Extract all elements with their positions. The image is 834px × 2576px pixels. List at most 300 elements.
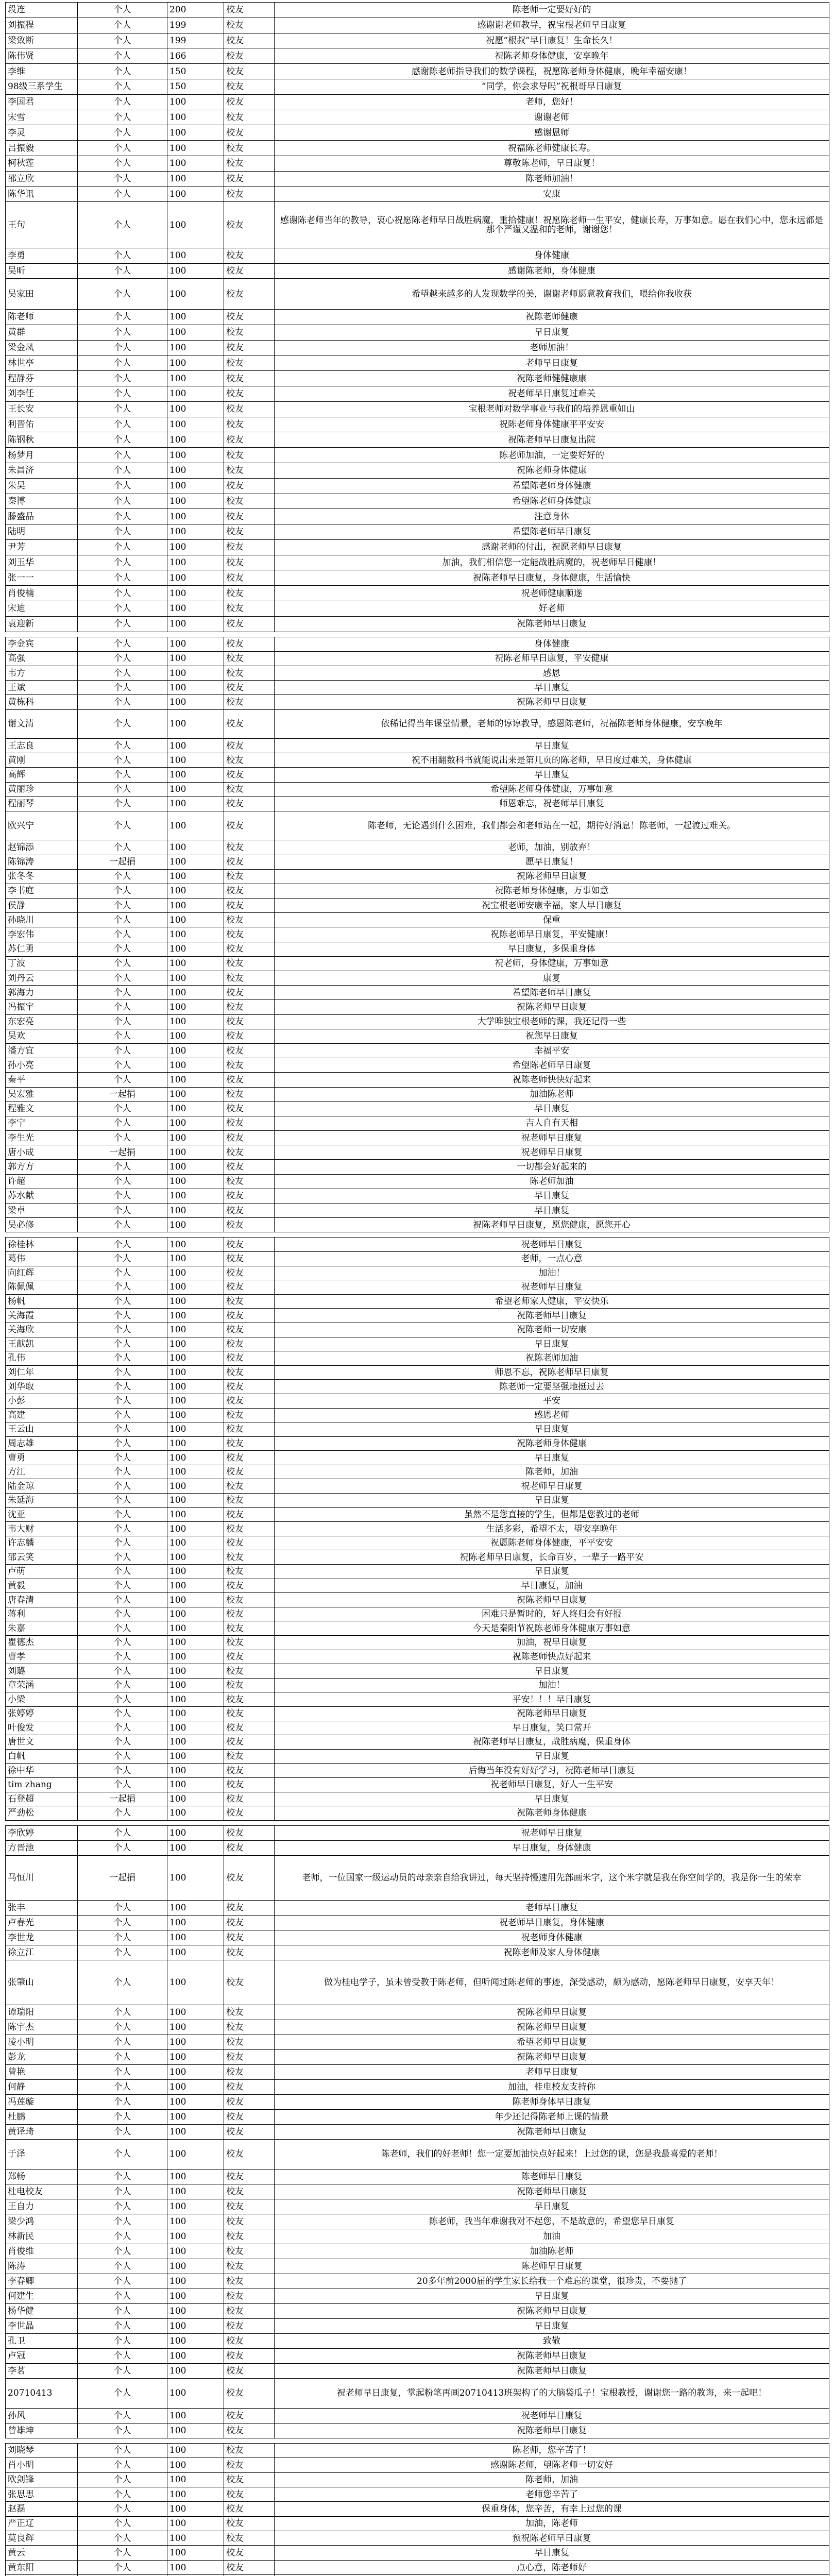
donor-row	[6, 1678, 829, 1692]
donor-row	[6, 1692, 829, 1707]
donor-relation: 校友	[224, 1806, 275, 1821]
donor-name: 黄刚	[6, 753, 78, 768]
donor-row	[6, 2502, 829, 2516]
donor-name: 冯莲璇	[6, 2094, 78, 2109]
donor-message: 祝陈老师加油	[275, 1351, 829, 1366]
donor-type: 个人	[78, 2546, 167, 2560]
donor-relation: 校友	[224, 2049, 275, 2064]
donor-relation: 校友	[224, 478, 275, 494]
donor-relation: 校友	[224, 187, 275, 202]
donor-relation: 校友	[224, 1204, 275, 1218]
donor-message: 老师早日康复	[275, 2064, 829, 2079]
donor-amount: 100	[167, 956, 224, 971]
donor-amount: 100	[167, 1116, 224, 1130]
donor-name: 杨梦月	[6, 448, 78, 463]
donor-amount: 100	[167, 2139, 224, 2169]
donor-message: 祝陈老师身体健康	[275, 1806, 829, 1821]
donor-name: 肖俊维	[6, 2244, 78, 2259]
donor-amount: 150	[167, 64, 224, 79]
donor-row	[6, 555, 829, 570]
donor-name: 石登超	[6, 1792, 78, 1806]
donor-message: 好老师	[275, 601, 829, 617]
donor-relation: 校友	[224, 1280, 275, 1295]
donor-row	[6, 3, 829, 18]
donor-row	[6, 1607, 829, 1621]
donor-relation: 校友	[224, 709, 275, 738]
donor-message: 老师，您好！	[275, 94, 829, 110]
donor-relation: 校友	[224, 927, 275, 942]
donor-row	[6, 942, 829, 956]
donor-relation: 校友	[224, 1764, 275, 1778]
donor-type: 个人	[78, 1238, 167, 1252]
donor-row	[6, 1579, 829, 1593]
donor-name: 李书庭	[6, 884, 78, 898]
donor-row	[6, 884, 829, 898]
donor-row	[6, 125, 829, 141]
donor-amount: 100	[167, 1806, 224, 1821]
donor-amount: 100	[167, 1706, 224, 1721]
donor-type: 个人	[78, 1840, 167, 1855]
donor-name: 曾雄坤	[6, 2423, 78, 2438]
donor-type: 个人	[78, 2289, 167, 2303]
donor-type: 个人	[78, 386, 167, 401]
donor-amount: 100	[167, 2516, 224, 2531]
donor-relation: 校友	[224, 171, 275, 187]
donor-name: 黄丽珍	[6, 782, 78, 796]
donor-relation: 校友	[224, 2169, 275, 2184]
donor-relation: 校友	[224, 1636, 275, 1650]
donor-message: 身体健康	[275, 248, 829, 263]
donor-amount: 100	[167, 386, 224, 401]
donor-amount: 100	[167, 340, 224, 355]
donor-amount: 100	[167, 202, 224, 248]
donor-relation: 校友	[224, 417, 275, 432]
donor-type: 个人	[78, 1351, 167, 1366]
donor-row	[6, 2378, 829, 2408]
donor-type: 个人	[78, 1607, 167, 1621]
donor-type: 个人	[78, 1777, 167, 1792]
donor-name: 陈宇杰	[6, 2020, 78, 2035]
donor-message: 祝老师早日康复	[275, 1479, 829, 1494]
donor-amount: 100	[167, 2169, 224, 2184]
donor-row	[6, 2408, 829, 2423]
donor-row	[6, 187, 829, 202]
donor-amount: 100	[167, 141, 224, 156]
donor-message: 祝陈老师早日康复	[275, 1593, 829, 1607]
donor-amount: 100	[167, 855, 224, 869]
donor-name: 陈钢秋	[6, 432, 78, 448]
donor-name: 孙风	[6, 2408, 78, 2423]
donor-type: 个人	[78, 651, 167, 666]
donor-amount: 100	[167, 1522, 224, 1536]
donor-name: 周志雄	[6, 1436, 78, 1451]
donor-message: 早日康复	[275, 1337, 829, 1351]
donor-type: 个人	[78, 2472, 167, 2487]
donor-relation: 校友	[224, 869, 275, 884]
donor-message: 虽然不是您直接的学生，但都是您教过的老师	[275, 1507, 829, 1522]
donor-relation: 校友	[224, 1073, 275, 1087]
donor-type: 个人	[78, 64, 167, 79]
donor-row	[6, 1960, 829, 2005]
donor-amount: 100	[167, 494, 224, 509]
donor-type: 个人	[78, 1721, 167, 1735]
donor-amount: 100	[167, 1451, 224, 1465]
donor-relation: 校友	[224, 2502, 275, 2516]
donor-type: 个人	[78, 202, 167, 248]
donor-name: 郭方方	[6, 1160, 78, 1174]
donor-row	[6, 2244, 829, 2259]
donor-amount: 199	[167, 33, 224, 48]
donor-relation: 校友	[224, 2139, 275, 2169]
donor-relation: 校友	[224, 2318, 275, 2333]
donor-message: 早日康复	[275, 1494, 829, 1508]
donor-type: 个人	[78, 401, 167, 417]
donor-name: 肖小明	[6, 2458, 78, 2472]
donor-row	[6, 1565, 829, 1579]
donor-amount: 100	[167, 1777, 224, 1792]
donor-amount: 100	[167, 1550, 224, 1565]
donor-name: 张思思	[6, 2487, 78, 2501]
donor-amount: 100	[167, 2109, 224, 2124]
donor-row	[6, 2531, 829, 2546]
donor-name: 邵云笑	[6, 1550, 78, 1565]
donor-amount: 100	[167, 2333, 224, 2348]
donor-message: 加油，桂电校友支持你	[275, 2079, 829, 2094]
donor-name: 朱延海	[6, 1494, 78, 1508]
donor-amount: 100	[167, 782, 224, 796]
donor-name: 程丽琴	[6, 796, 78, 811]
donor-table-3	[5, 1237, 829, 1820]
donor-row	[6, 33, 829, 48]
donor-type: 个人	[78, 913, 167, 927]
donor-row	[6, 2139, 829, 2169]
donor-amount: 100	[167, 1749, 224, 1764]
donor-row	[6, 509, 829, 524]
donor-message: 做为桂电学子，虽未曾受教于陈老师，但听闻过陈老师的事迹，深受感动，颇为感动，愿陈老师早日康复，安享天年！	[275, 1960, 829, 2005]
donor-message: 幸福平安	[275, 1043, 829, 1058]
donor-type: 个人	[78, 2169, 167, 2184]
donor-amount: 100	[167, 2348, 224, 2363]
donor-row	[6, 1116, 829, 1130]
donor-message: 祝陈老师身体健康，安享晚年	[275, 48, 829, 64]
donor-name: 唐世文	[6, 1735, 78, 1750]
donor-message: 大学唯独宝根老师的课，我还记得一些	[275, 1014, 829, 1029]
donor-name: 王斌	[6, 681, 78, 695]
donor-row	[6, 2049, 829, 2064]
donor-message: 依稀记得当年课堂情景，老师的谆谆教导，感恩陈老师，祝福陈老师身体健康，安享晚年	[275, 709, 829, 738]
donor-type: 个人	[78, 2502, 167, 2516]
donor-row	[6, 1189, 829, 1203]
donor-type: 个人	[78, 1174, 167, 1189]
donor-name: 高建	[6, 1408, 78, 1422]
donor-name: 张丰	[6, 1900, 78, 1915]
donor-message: 祝陈老师快点好起来	[275, 1650, 829, 1664]
donor-message: 祝老师早日康复	[275, 1280, 829, 1295]
donor-relation: 校友	[224, 986, 275, 1000]
donor-row	[6, 1735, 829, 1750]
donor-row	[6, 1550, 829, 1565]
donor-message: 祝陈老师健康	[275, 309, 829, 325]
donor-name: 朱嘉	[6, 1621, 78, 1636]
donor-row	[6, 64, 829, 79]
donor-message: 祝老师早日康复	[275, 2408, 829, 2423]
donor-message: 祝愿“根叔”早日康复！生命长久！	[275, 33, 829, 48]
donor-amount: 100	[167, 539, 224, 555]
donor-amount: 100	[167, 695, 224, 709]
section-gap	[5, 1232, 829, 1237]
donor-name: 葛伟	[6, 1251, 78, 1266]
donor-type: 个人	[78, 2035, 167, 2049]
donor-amount: 100	[167, 1840, 224, 1855]
donor-amount: 100	[167, 942, 224, 956]
donor-row	[6, 2229, 829, 2244]
donor-name: 黄译琦	[6, 2124, 78, 2139]
donor-type: 个人	[78, 171, 167, 187]
donor-message: 祝不用翻数科书就能说出来是第几页的陈老师，早日度过难关，身体健康	[275, 753, 829, 768]
donor-amount: 100	[167, 2531, 224, 2546]
donor-type: 个人	[78, 1029, 167, 1043]
donor-message: 祝老师早日康复，好人一生平安	[275, 1777, 829, 1792]
donor-relation: 校友	[224, 1479, 275, 1494]
donor-relation: 校友	[224, 1678, 275, 1692]
donor-relation: 校友	[224, 2516, 275, 2531]
donor-message: 祝陈老师早日康复	[275, 2303, 829, 2318]
donor-message: 20多年前2000届的学生家长给我一个难忘的课堂，很珍贵，不要抛了	[275, 2274, 829, 2289]
donor-type: 个人	[78, 1536, 167, 1550]
donor-relation: 校友	[224, 2214, 275, 2229]
donor-message: 年少还记得陈老师上课的情景	[275, 2109, 829, 2124]
donor-amount: 100	[167, 1565, 224, 1579]
donor-message: 加油	[275, 2229, 829, 2244]
donor-relation: 校友	[224, 1451, 275, 1465]
donor-row	[6, 1451, 829, 1465]
donor-row	[6, 2259, 829, 2274]
donor-relation: 校友	[224, 1735, 275, 1750]
donor-name: 张一一	[6, 570, 78, 586]
donor-message: 早日康复，笑口常开	[275, 1721, 829, 1735]
donor-relation: 校友	[224, 1337, 275, 1351]
donor-row	[6, 156, 829, 171]
donor-amount: 100	[167, 2229, 224, 2244]
donor-type: 个人	[78, 340, 167, 355]
donor-type: 个人	[78, 1749, 167, 1764]
donor-message: 希望陈老师早日康复	[275, 1058, 829, 1073]
donor-type: 个人	[78, 1189, 167, 1203]
donor-name: 章荣涵	[6, 1678, 78, 1692]
donor-type: 个人	[78, 125, 167, 141]
donor-name: 许志麟	[6, 1536, 78, 1550]
donor-amount: 100	[167, 2560, 224, 2574]
donor-relation: 校友	[224, 1266, 275, 1280]
donor-amount: 100	[167, 1593, 224, 1607]
donor-amount: 100	[167, 401, 224, 417]
donor-amount: 100	[167, 2502, 224, 2516]
donor-amount: 100	[167, 1479, 224, 1494]
donor-amount: 100	[167, 1915, 224, 1930]
donor-name: 李灵	[6, 125, 78, 141]
donor-message: 加油！	[275, 1678, 829, 1692]
donor-relation: 校友	[224, 1607, 275, 1621]
donor-relation: 校友	[224, 48, 275, 64]
donor-row	[6, 263, 829, 279]
donor-message: 祝陈老师早日康复	[275, 2124, 829, 2139]
donor-type: 个人	[78, 942, 167, 956]
donor-row	[6, 2472, 829, 2487]
donor-message: 谢谢老师	[275, 110, 829, 125]
donor-message: 祝陈老师快快好起来	[275, 1073, 829, 1087]
donor-row	[6, 110, 829, 125]
donor-name: 侯静	[6, 899, 78, 913]
donor-amount: 100	[167, 1825, 224, 1840]
donor-message: 陈老师加油，一定要好好的	[275, 448, 829, 463]
donor-type: 个人	[78, 141, 167, 156]
donor-row	[6, 1266, 829, 1280]
donor-name: 杨帆	[6, 1294, 78, 1309]
donor-amount: 100	[167, 681, 224, 695]
donor-amount: 100	[167, 666, 224, 681]
donor-amount: 100	[167, 1145, 224, 1160]
donor-message: 早日康复	[275, 1749, 829, 1764]
donor-message: 后悔当年没有好好学习，祝陈老师早日康复	[275, 1764, 829, 1778]
donor-message: 祝陈老师健健康康	[275, 371, 829, 386]
donor-type: 个人	[78, 1764, 167, 1778]
donor-type: 个人	[78, 478, 167, 494]
donor-row	[6, 2333, 829, 2348]
donor-type: 个人	[78, 3, 167, 18]
donor-name: 宋迪	[6, 601, 78, 617]
donor-amount: 100	[167, 2318, 224, 2333]
donor-name: 关海霞	[6, 1309, 78, 1323]
donor-relation: 校友	[224, 1394, 275, 1408]
donor-relation: 校友	[224, 1855, 275, 1900]
donor-type: 个人	[78, 1900, 167, 1915]
donor-relation: 校友	[224, 1777, 275, 1792]
donor-message: 陈老师，加油	[275, 1465, 829, 1479]
donor-name: 欧兴宁	[6, 811, 78, 840]
donor-amount: 100	[167, 1900, 224, 1915]
donor-type: 个人	[78, 1280, 167, 1295]
donor-row	[6, 463, 829, 478]
donor-row	[6, 1593, 829, 1607]
donor-amount: 100	[167, 2443, 224, 2458]
donor-relation: 校友	[224, 2333, 275, 2348]
donor-message: 老师，一位国家一级运动员的母亲亲自给我讲过，每天坚持慢速用先部画米字，这个米字就是我在你空间学的，我是你一生的荣幸	[275, 1855, 829, 1900]
donor-type: 个人	[78, 709, 167, 738]
donor-type: 个人	[78, 586, 167, 601]
donor-name: 彭龙	[6, 2049, 78, 2064]
donor-row	[6, 1380, 829, 1394]
donor-type: 个人	[78, 309, 167, 325]
donor-amount: 100	[167, 1621, 224, 1636]
section-gap	[5, 1821, 829, 1825]
donor-row	[6, 279, 829, 310]
donor-type: 个人	[78, 1522, 167, 1536]
donor-row	[6, 782, 829, 796]
donor-relation: 校友	[224, 1900, 275, 1915]
donor-amount: 100	[167, 1960, 224, 2005]
donor-relation: 校友	[224, 1058, 275, 1073]
donor-row	[6, 401, 829, 417]
donor-name: 朱昊	[6, 478, 78, 494]
donor-amount: 100	[167, 2378, 224, 2408]
donor-amount: 100	[167, 1721, 224, 1735]
donor-message: 安康	[275, 187, 829, 202]
donor-row	[6, 494, 829, 509]
donor-row	[6, 171, 829, 187]
donor-relation: 校友	[224, 1692, 275, 1707]
donor-relation: 校友	[224, 782, 275, 796]
donor-row	[6, 417, 829, 432]
donor-type: 个人	[78, 927, 167, 942]
donor-row	[6, 1840, 829, 1855]
donor-row	[6, 1479, 829, 1494]
donor-message: 保重	[275, 913, 829, 927]
donor-row	[6, 478, 829, 494]
donor-relation: 校友	[224, 1749, 275, 1764]
donor-message: 陈老师，我们的好老师！您一定要加油快点好起来！上过您的课，您是我最喜爱的老师！	[275, 2139, 829, 2169]
donor-type: 个人	[78, 1266, 167, 1280]
donor-amount: 100	[167, 1238, 224, 1252]
donor-type: 个人	[78, 2458, 167, 2472]
donor-name: 韦大财	[6, 1522, 78, 1536]
donor-type: 个人	[78, 463, 167, 478]
donor-row	[6, 48, 829, 64]
donor-name: 曹勇	[6, 1451, 78, 1465]
donor-amount: 100	[167, 1930, 224, 1945]
donor-message: 加油陈老师	[275, 1087, 829, 1101]
donor-relation: 校友	[224, 1915, 275, 1930]
donor-amount: 100	[167, 463, 224, 478]
donor-name: 丁波	[6, 956, 78, 971]
donor-type: 个人	[78, 1735, 167, 1750]
donor-name: 张肇山	[6, 1960, 78, 2005]
donor-row	[6, 1636, 829, 1650]
donor-type: 个人	[78, 1494, 167, 1508]
donor-amount: 100	[167, 2546, 224, 2560]
donor-relation: 校友	[224, 1323, 275, 1337]
donor-relation: 校友	[224, 2487, 275, 2501]
donor-message: 早日康复	[275, 739, 829, 753]
donor-relation: 校友	[224, 1101, 275, 1116]
donor-name: 李金宾	[6, 637, 78, 651]
donor-message: 祝陈老师身体健康	[275, 463, 829, 478]
donor-type: 个人	[78, 2109, 167, 2124]
donor-type: 个人	[78, 1101, 167, 1116]
donor-message: 注意身体	[275, 509, 829, 524]
donor-type: 个人	[78, 1507, 167, 1522]
donor-relation: 校友	[224, 1825, 275, 1840]
donor-relation: 校友	[224, 1664, 275, 1679]
donor-name: 孔卫	[6, 2333, 78, 2348]
donor-row	[6, 1664, 829, 1679]
donor-amount: 100	[167, 811, 224, 840]
donor-name: 梁卓	[6, 1204, 78, 1218]
donor-amount: 100	[167, 1174, 224, 1189]
donor-message: 早日康复，身体健康	[275, 1840, 829, 1855]
donor-name: 滕盛品	[6, 509, 78, 524]
donor-name: 梁致断	[6, 33, 78, 48]
donor-name: 林世亭	[6, 355, 78, 371]
donor-relation: 校友	[224, 2472, 275, 2487]
donor-relation: 校友	[224, 616, 275, 632]
donor-relation: 校友	[224, 325, 275, 340]
donor-row	[6, 2289, 829, 2303]
donor-relation: 校友	[224, 1579, 275, 1593]
donor-relation: 校友	[224, 855, 275, 869]
donor-message: 希望陈老师早日康复	[275, 524, 829, 540]
donor-message: 早日康复，多保重身体	[275, 942, 829, 956]
donor-name: 吕振毅	[6, 141, 78, 156]
